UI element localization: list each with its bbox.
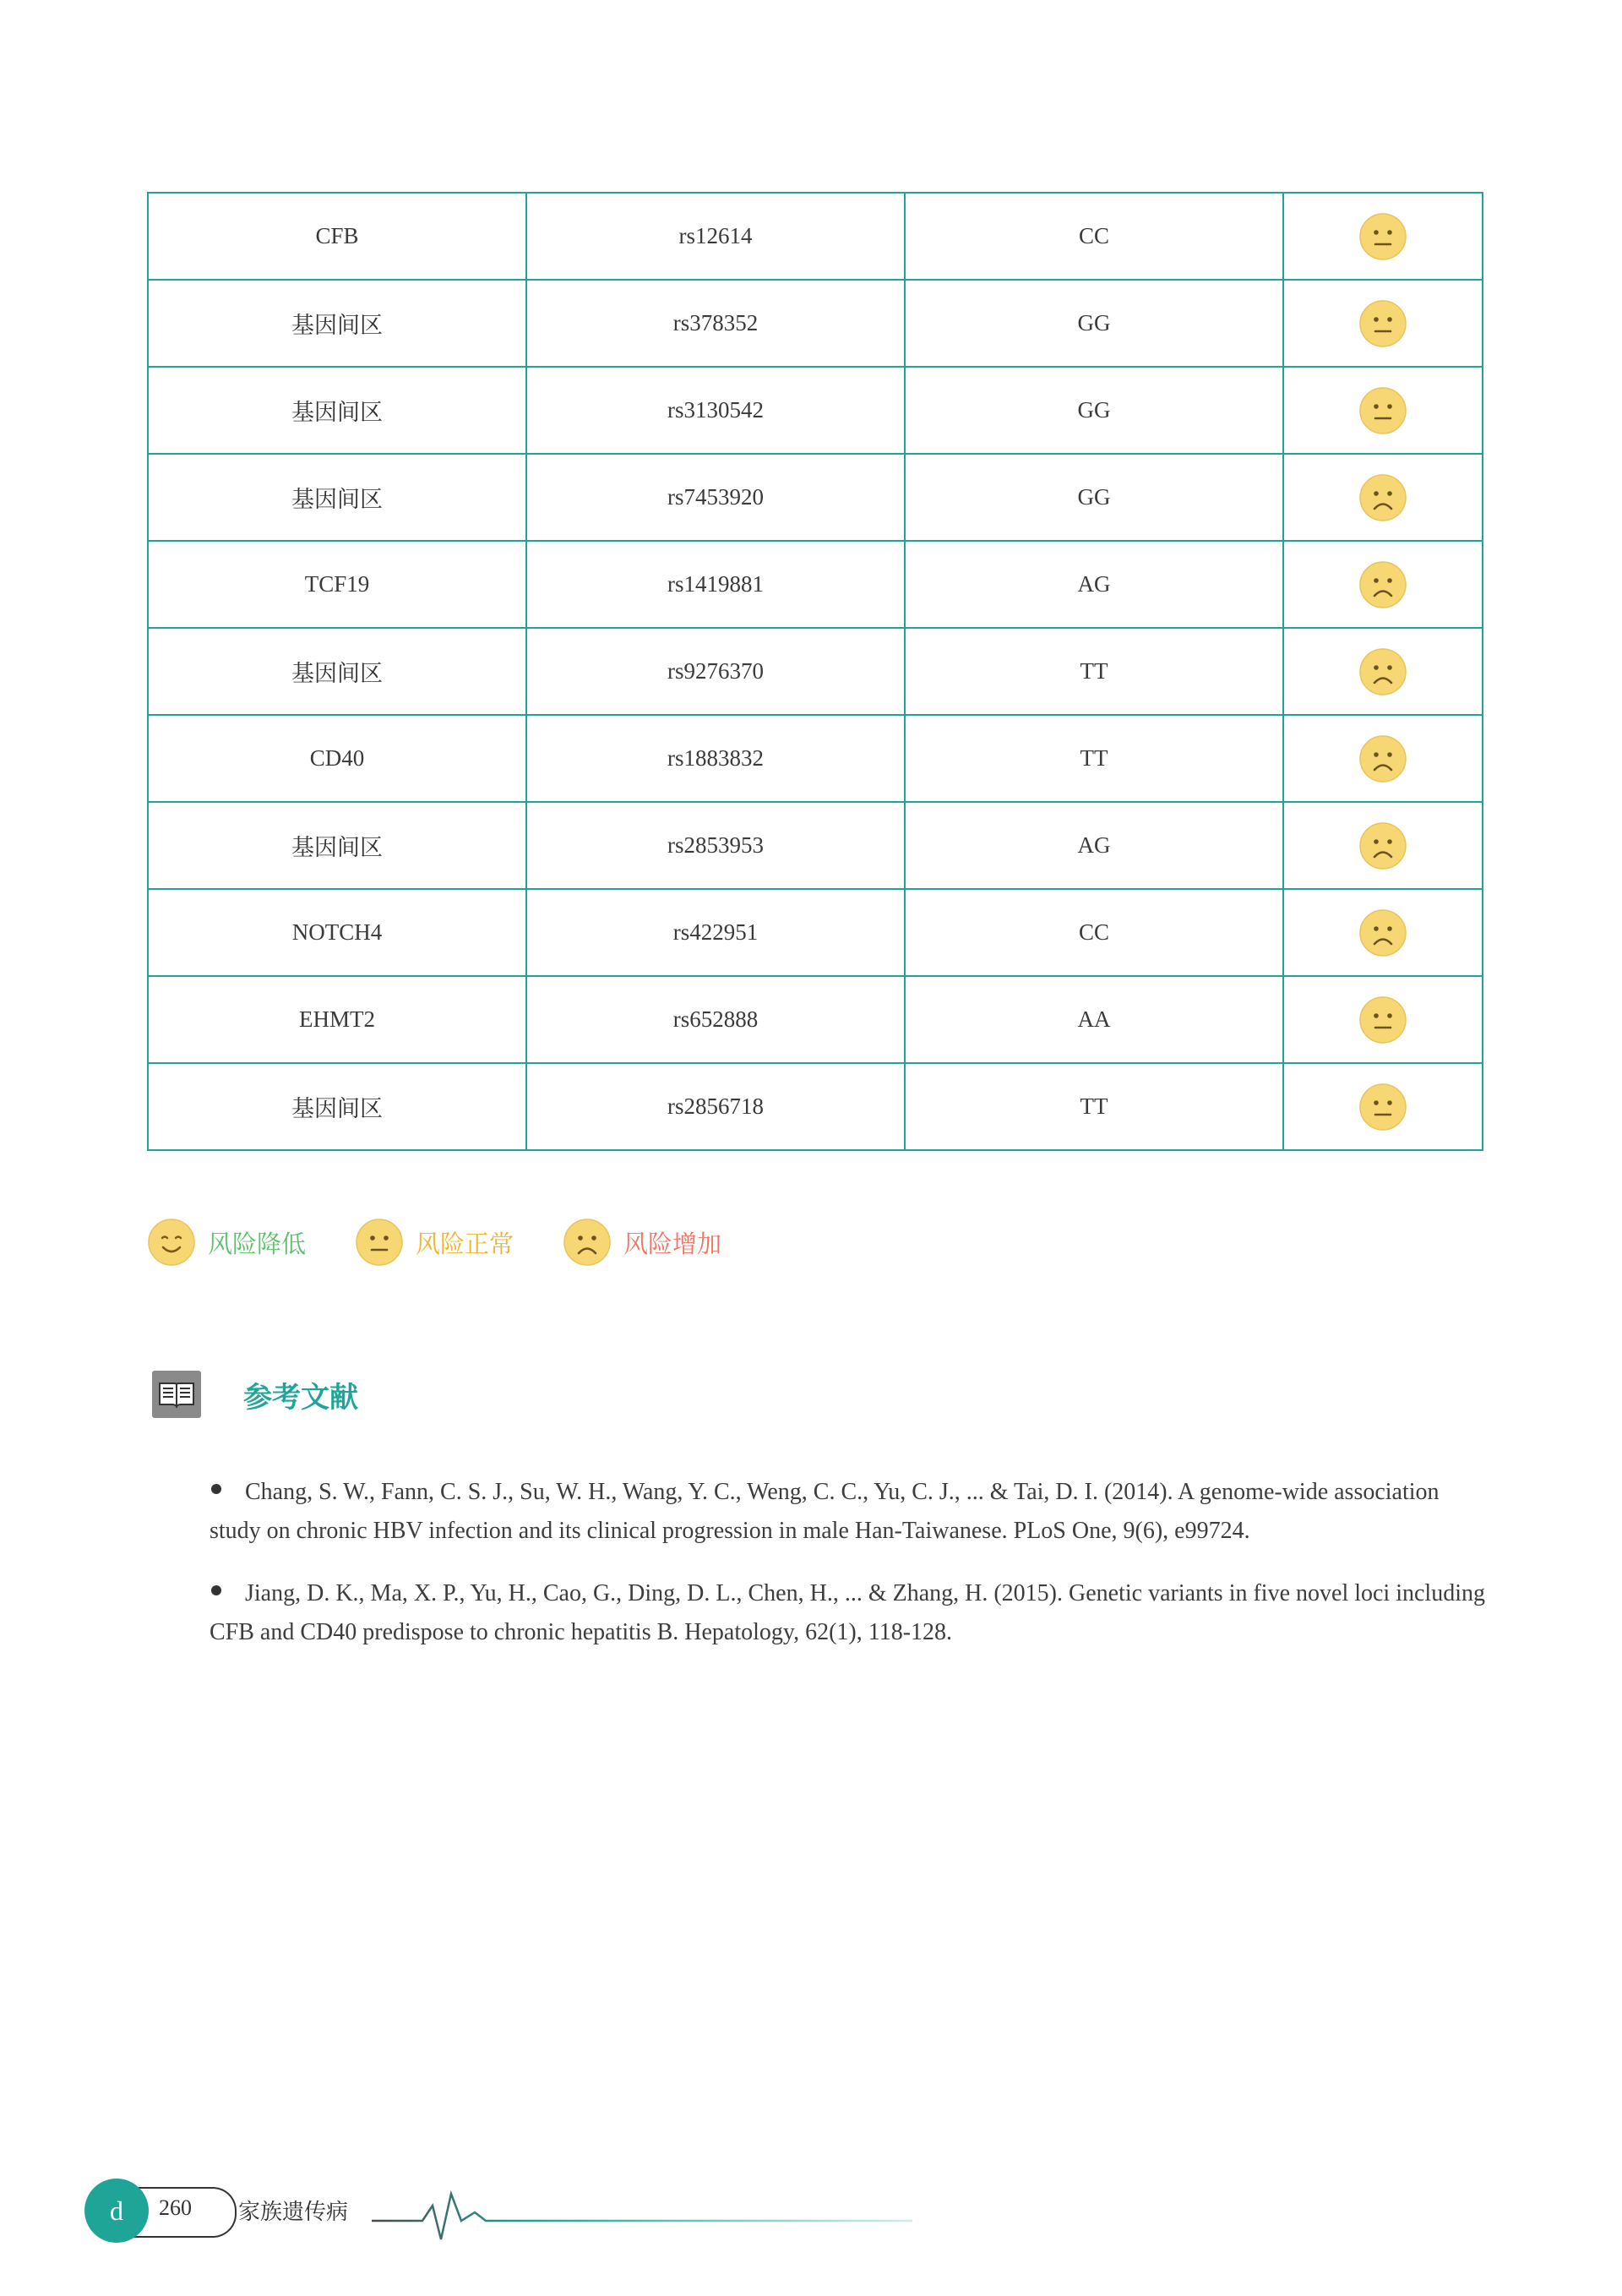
snp-cell: rs12614 [526,193,905,280]
risk-cell [1283,454,1483,541]
bullet-icon [211,1484,221,1494]
table-body [148,193,1483,1150]
legend-label-normal: 风险正常 [416,1229,514,1258]
gene-cell: 基因间区 [148,802,526,889]
snp-cell: rs9276370 [526,628,905,715]
genotype-cell: AA [905,976,1283,1063]
sad-face-icon [1358,744,1407,769]
table-row [148,802,1483,889]
heartbeat-line-icon [372,2187,912,2246]
reference-item [210,1574,1494,1652]
reference-text: Jiang, D. K., Ma, X. P., Yu, H., Cao, G., Ding, D. L., Chen, H., ... & Zhang, H. (2015). Genetic variants in five novel loci including CFB and CD40 predispose to chronic hepatitis B. Hepatology, 62(1), 118-128. [210,1580,1485,1645]
genotype-cell: CC [905,889,1283,976]
page-footer [84,2179,845,2255]
genotype-cell: CC [905,193,1283,280]
legend-item-normal [355,1218,514,1267]
genotype-cell: AG [905,541,1283,628]
genotype-cell: TT [905,628,1283,715]
risk-cell [1283,802,1483,889]
snp-cell: rs2853953 [526,802,905,889]
genotype-cell: GG [905,280,1283,367]
risk-cell [1283,976,1483,1063]
table-row [148,367,1483,454]
reference-item [210,1473,1494,1551]
genotype-table [147,192,1483,1151]
risk-cell [1283,193,1483,280]
references-header [152,1371,358,1418]
book-icon [152,1371,201,1418]
reference-list [210,1473,1494,1676]
neutral-face-icon [1358,221,1407,247]
legend-label-low: 风险降低 [208,1229,307,1258]
references-title: 参考文献 [243,1380,358,1415]
table-row [148,889,1483,976]
table-row [148,454,1483,541]
neutral-face-icon [355,1218,404,1267]
table-row [148,628,1483,715]
sad-face-icon [1358,657,1407,682]
snp-cell: rs378352 [526,280,905,367]
risk-cell [1283,541,1483,628]
risk-cell [1283,280,1483,367]
sad-face-icon [563,1218,612,1267]
gene-cell: CFB [148,193,526,280]
genotype-cell: TT [905,715,1283,802]
snp-cell: rs652888 [526,976,905,1063]
bullet-icon [211,1585,221,1595]
gene-cell: 基因间区 [148,628,526,715]
risk-cell [1283,1063,1483,1150]
neutral-face-icon [1358,1005,1407,1030]
snp-cell: rs7453920 [526,454,905,541]
neutral-face-icon [1358,1092,1407,1117]
genotype-cell: GG [905,454,1283,541]
neutral-face-icon [1358,395,1407,421]
legend-item-high [563,1218,721,1267]
snp-cell: rs1419881 [526,541,905,628]
gene-cell: TCF19 [148,541,526,628]
table-row [148,280,1483,367]
gene-cell: 基因间区 [148,1063,526,1150]
table-row [148,715,1483,802]
genotype-cell: TT [905,1063,1283,1150]
book-title: 家族遗传病 [238,2200,349,2225]
smile-face-icon [147,1218,196,1267]
risk-cell [1283,367,1483,454]
gene-cell: CD40 [148,715,526,802]
risk-cell [1283,715,1483,802]
table-row [148,193,1483,280]
genotype-cell: AG [905,802,1283,889]
legend-item-low [147,1218,306,1267]
snp-cell: rs2856718 [526,1063,905,1150]
snp-cell: rs1883832 [526,715,905,802]
gene-cell: NOTCH4 [148,889,526,976]
gene-cell: 基因间区 [148,280,526,367]
reference-text: Chang, S. W., Fann, C. S. J., Su, W. H., Wang, Y. C., Weng, C. C., Yu, C. J., ... & Tai, D. I. (2014). A genome-wide association study on chronic HBV infection and its clinical progression in male Han-Taiwanese. PLoS One, 9(6), e99724. [210,1479,1440,1544]
chapter-badge: d [84,2179,149,2243]
table-row [148,1063,1483,1150]
gene-cell: 基因间区 [148,367,526,454]
risk-cell [1283,889,1483,976]
snp-cell: rs3130542 [526,367,905,454]
sad-face-icon [1358,483,1407,508]
sad-face-icon [1358,570,1407,595]
snp-cell: rs422951 [526,889,905,976]
table-row [148,541,1483,628]
page-number: 260 [159,2195,192,2220]
risk-cell [1283,628,1483,715]
genotype-cell: GG [905,367,1283,454]
gene-cell: 基因间区 [148,454,526,541]
gene-cell: EHMT2 [148,976,526,1063]
table-row [148,976,1483,1063]
legend-label-high: 风险增加 [623,1229,722,1258]
neutral-face-icon [1358,308,1407,334]
sad-face-icon [1358,831,1407,856]
sad-face-icon [1358,918,1407,943]
